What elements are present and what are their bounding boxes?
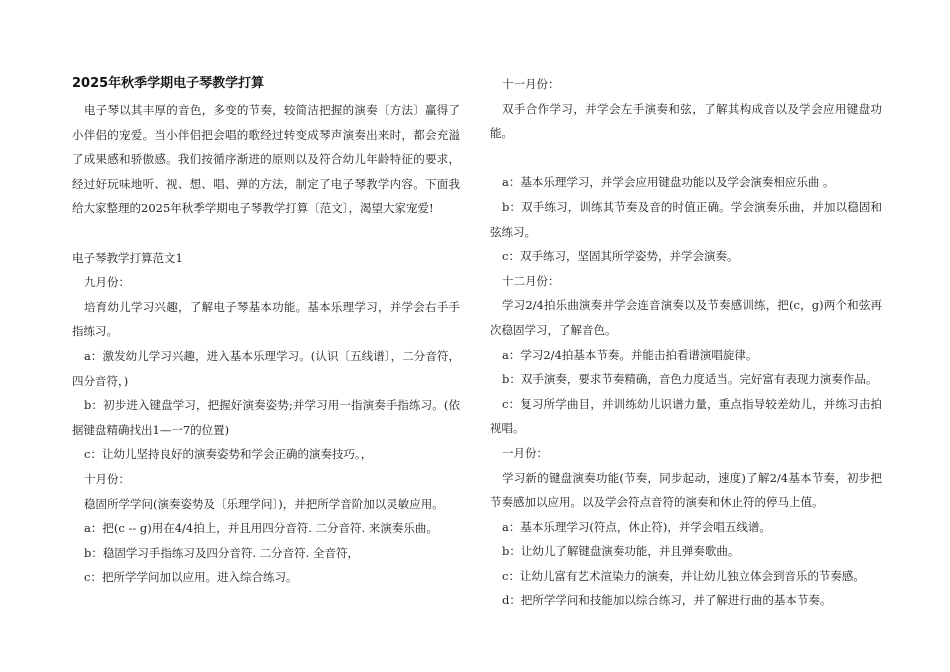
october-goal: 稳固所学学问(演奏姿势及〔乐理学问〕)，并把所学音阶加以灵敏应用。	[84, 496, 444, 511]
month-heading-october: 十月份：	[84, 471, 130, 486]
month-heading-january: 一月份：	[502, 445, 548, 460]
september-goal: 培育幼儿学习兴趣，了解电子琴基本功能。基本乐理学习，并学会右手手指练习。	[72, 299, 460, 339]
november-item-c: c：双手练习，坚固其所学姿势，并学会演奏。	[502, 249, 739, 264]
month-heading-september: 九月份：	[84, 275, 130, 290]
intro-paragraph: 电子琴以其丰厚的音色，多变的节奏，较简洁把握的演奏〔方法〕赢得了小伴侣的宠爱。当小伴侣把会唱的歌经过转变成琴声演奏出来时，都会充溢了成果感和骄傲感。我们按循序渐进的原则以及符合幼儿年龄特征的要求，经过好玩味地听、视、想、唱、弹的方法，制定了电子琴教学内容。下面我给大家整理的2025年秋季学期电子琴教学打算〔范文〕，渴望大家宠爱!	[72, 103, 460, 216]
december-item-c: c：复习所学曲目，并训练幼儿识谱力量，重点指导较差幼儿，并练习击拍视唱。	[490, 396, 882, 436]
january-item-a: a：基本乐理学习(符点，休止符)，并学会唱五线谱。	[502, 519, 771, 534]
october-item-b: b：稳固学习手指练习及四分音符. 二分音符. 全音符，	[84, 545, 359, 560]
december-item-b: b：双手演奏，要求节奏精确，音色力度适当。完好富有表现力演奏作品。	[502, 372, 878, 387]
november-item-b: b：双手练习，训练其节奏及音的时值正确。学会演奏乐曲，并加以稳固和弦练习。	[490, 199, 882, 239]
spacer	[490, 146, 882, 171]
left-column	[72, 72, 460, 590]
month-heading-december: 十二月份：	[502, 273, 560, 288]
december-goal: 学习2/4拍乐曲演奏并学会连音演奏以及节奏感训练，把(c，g)两个和弦再次稳固学习，了解音色。	[490, 298, 882, 337]
january-item-b: b：让幼儿了解键盘演奏功能，并且弹奏歌曲。	[502, 544, 740, 559]
month-heading-november: 十一月份：	[502, 77, 560, 91]
september-item-c: c：让幼儿坚持良好的演奏姿势和学会正确的演奏技巧。，	[84, 447, 373, 462]
september-item-a: a：激发幼儿学习兴趣，进入基本乐理学习。(认识〔五线谱〕，二分音符，四分音符，)	[72, 348, 460, 388]
january-item-d: d：把所学学问和技能加以综合练习，并了解进行曲的基本节奏。	[502, 593, 832, 608]
january-item-c: c：让幼儿富有艺术渲染力的演奏，并让幼儿独立体会到音乐的节奏感。	[502, 568, 865, 583]
november-goal: 双手合作学习，并学会左手演奏和弦，了解其构成音以及学会应用键盘功能。	[490, 101, 882, 141]
spacer	[72, 221, 460, 246]
october-item-c: c：把所学学问加以应用。进入综合练习。	[84, 570, 298, 585]
january-goal: 学习新的键盘演奏功能(节奏，同步起动，速度)了解2/4基本节奏，初步把节奏感加以应用。以及学会符点音符的演奏和休止符的停马上值。	[490, 470, 882, 510]
section-title: 电子琴教学打算范文1	[72, 250, 183, 265]
right-column	[490, 72, 882, 613]
november-item-a: a：基本乐理学习，并学会应用键盘功能以及学会演奏相应乐曲 。	[502, 175, 835, 190]
document-title: 2025年秋季学期电子琴教学打算	[72, 76, 265, 91]
december-item-a: a：学习2/4拍基本节奏。并能击拍看谱演唱旋律。	[502, 347, 758, 362]
october-item-a: a：把(c -- g)用在4/4拍上，并且用四分音符. 二分音符. 来演奏乐曲。	[84, 521, 438, 536]
september-item-b: b：初步进入键盘学习，把握好演奏姿势;并学习用一指演奏手指练习。(依据键盘精确找出1—一7的位置)	[72, 398, 460, 437]
